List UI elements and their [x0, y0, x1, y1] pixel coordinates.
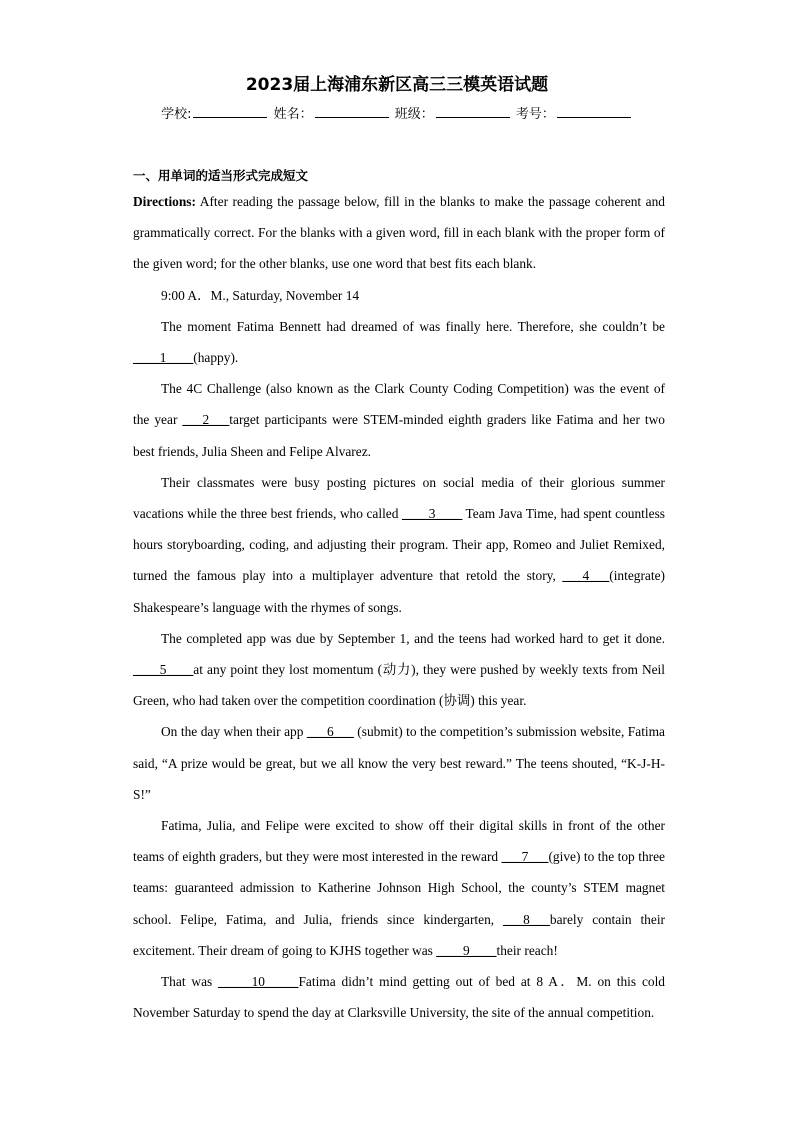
paragraph-1: The moment Fatima Bennett had dreamed of was finally here. Therefore, she couldn’t be ____1____(happy). [133, 318, 665, 366]
class-label: 班级： [394, 107, 434, 122]
dateline: 9:00 A．M., Saturday, November 14 [161, 287, 360, 303]
blank-6[interactable]: ___6___ [306, 724, 354, 740]
passage [133, 186, 665, 1028]
blank-9[interactable]: ____9____ [436, 942, 497, 958]
blank-3[interactable]: ____3____ [401, 506, 463, 522]
paragraph-2: The 4C Challenge (also known as the Clark County Coding Competition) was the event of the year ___2___target participants were STEM-minded eighth graders like Fatima and her two best friends, Julia Sheen and Felipe Alvarez. [133, 381, 665, 459]
blank-5[interactable]: ____5____ [133, 662, 194, 678]
school-blank[interactable] [193, 105, 267, 118]
name-label: 姓名： [273, 107, 313, 122]
blank-2[interactable]: ___2___ [182, 412, 230, 428]
directions-paragraph [133, 186, 665, 280]
blank-4[interactable]: ___4___ [562, 568, 610, 584]
blank-10[interactable]: _____10_____ [218, 974, 299, 990]
section-title: 一、用单词的适当形式完成短文 [133, 168, 309, 183]
directions-label: Directions: [133, 194, 196, 209]
class-blank[interactable] [436, 105, 510, 118]
directions-text: After reading the passage below, fill in the blanks to make the passage coherent and grammatically correct. For the blanks with a given word, fill in each blank with the proper form of the given word; for the other blanks, use one word that best fits each blank. [133, 194, 665, 272]
paragraph-3: Their classmates were busy posting pictures on social media of their glorious summer vacations while the three best friends, who called ____3____ Team Java Time, had spent countless hours storyboarding, coding, and adjusting their program. Their app, Romeo and Juliet Remixed, turned the famous play into a multiplayer adventure that retold the story, ___4___(integrate) Shakespeare’s language with the rhymes of songs. [133, 474, 665, 615]
number-label: 考号： [515, 107, 555, 122]
blank-8[interactable]: ___8___ [503, 911, 550, 927]
name-blank[interactable] [315, 105, 389, 118]
school-label: 学校: [161, 107, 192, 122]
blank-1[interactable]: ____1____ [133, 350, 194, 366]
paragraph-7: That was _____10_____Fatima didn’t mind getting out of bed at 8 A．M. on this cold November Saturday to spend the day at Clarksville University, the site of the annual competition. [133, 974, 666, 1021]
paragraph-6: Fatima, Julia, and Felipe were excited to show off their digital skills in front of the other teams of eighth graders, but they were most interested in the reward ___7___(give) to the top three teams: guaranteed admission to Katherine Johnson High School, the county’s STEM magnet school. Felipe, Fatima, and Julia, friends since kindergarten, ___8___barely contain their excitement. Their dream of going to KJHS together was ____9____their reach! [133, 818, 666, 958]
page-title: 2023届上海浦东新区高三三模英语试题 [245, 75, 549, 95]
paragraph-5: On the day when their app ___6___ (submit) to the competition’s submission website, Fatima said, “A prize would be great, but we all know the very best reward.” The teens shouted, “K-J-H-S!” [133, 724, 665, 802]
student-info-line [0, 103, 794, 122]
paragraph-4: The completed app was due by September 1, and the teens had worked hard to get it done. ____5____at any point they lost momentum (动力), they were pushed by weekly texts from Neil Green, who had taken over the competition coordination (协调) this year. [133, 630, 665, 709]
blank-7[interactable]: ___7___ [501, 849, 549, 865]
number-blank[interactable] [557, 105, 631, 118]
